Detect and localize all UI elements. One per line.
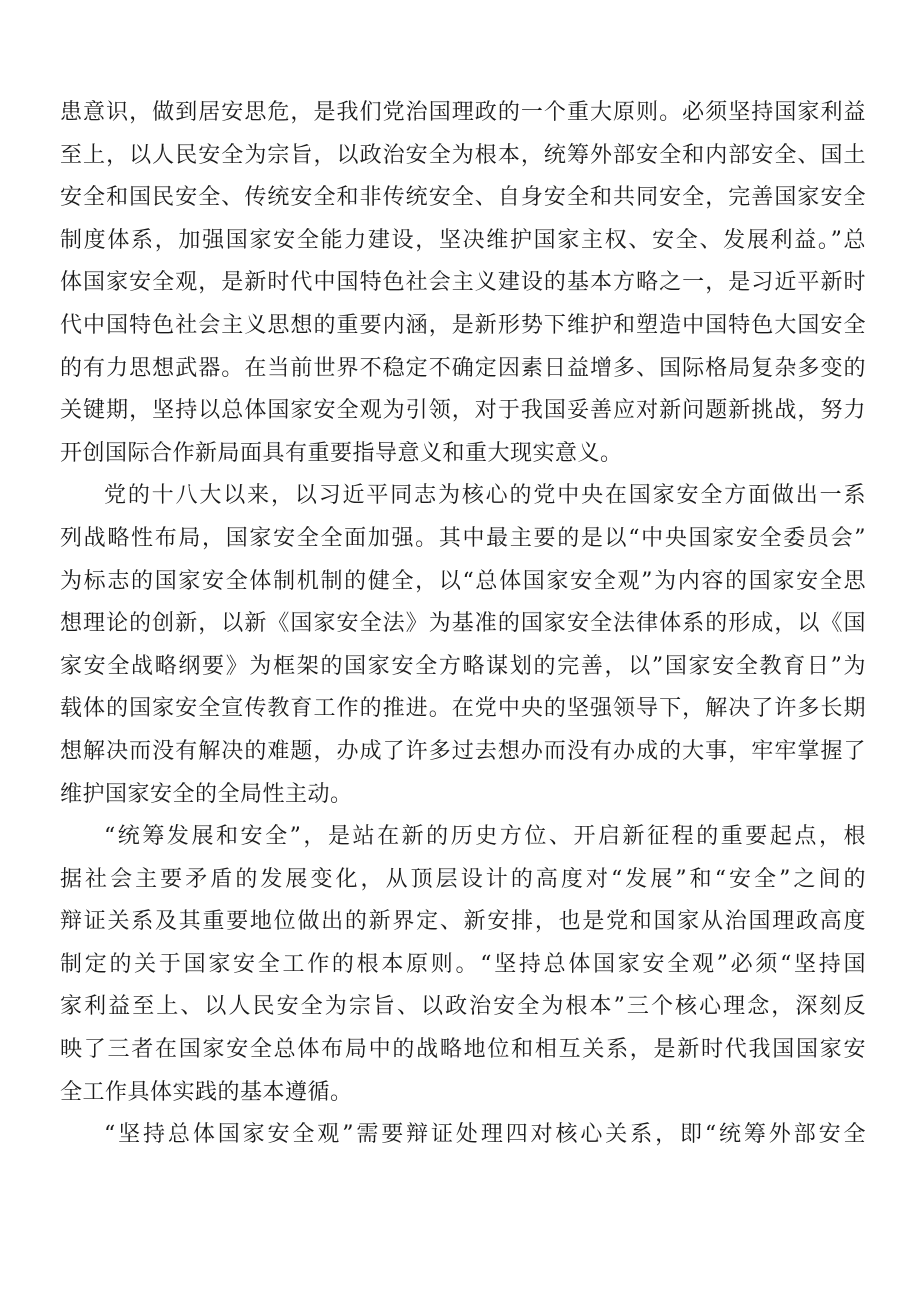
text-line: 维护国家安全的全局性主动。 — [60, 781, 353, 807]
text-line: 开创国际合作新局面具有重要指导意义和重大现实意义。 — [60, 440, 623, 466]
text-line: 为标志的国家安全体制机制的健全，以“总体国家安全观”为内容的国家安全思 — [60, 568, 866, 594]
text-line: 至上，以人民安全为宗旨，以政治安全为根本，统筹外部安全和内部安全、国土 — [60, 142, 866, 168]
text-line: “坚持总体国家安全观”需要辩证处理四对核心关系，即“统筹外部安全 — [104, 1122, 866, 1148]
text-line: “统筹发展和安全”，是站在新的历史方位、开启新征程的重要起点，根 — [104, 824, 866, 850]
text-line: 家利益至上、以人民安全为宗旨、以政治安全为根本”三个核心理念，深刻反 — [60, 994, 866, 1020]
text-line: 载体的国家安全宣传教育工作的推进。在党中央的坚强领导下，解决了许多长期 — [60, 696, 866, 722]
text-line: 映了三者在国家安全总体布局中的战略地位和相互关系，是新时代我国国家安 — [60, 1037, 866, 1063]
paragraph — [60, 475, 866, 816]
text-line: 家安全战略纲要》为框架的国家安全方略谋划的完善，以”国家安全教育日”为 — [60, 653, 866, 679]
text-line: 制定的关于国家安全工作的根本原则。“坚持总体国家安全观”必须“坚持国 — [60, 951, 866, 977]
paragraph — [60, 1114, 866, 1157]
text-line: 患意识，做到居安思危，是我们党治国理政的一个重大原则。必须坚持国家利益 — [60, 100, 866, 125]
text-line: 辩证关系及其重要地位做出的新界定、新安排，也是党和国家从治国理政高度 — [60, 909, 866, 935]
text-line: 的有力思想武器。在当前世界不稳定不确定因素日益增多、国际格局复杂多变的 — [60, 355, 866, 381]
text-line: 据社会主要矛盾的发展变化，从顶层设计的高度对“发展”和“安全”之间的 — [60, 866, 866, 892]
text-line: 安全和国民安全、传统安全和非传统安全、自身安全和共同安全，完善国家安全 — [60, 185, 866, 211]
text-line: 党的十八大以来，以习近平同志为核心的党中央在国家安全方面做出一系 — [104, 483, 866, 509]
text-line: 列战略性布局，国家安全全面加强。其中最主要的是以“中央国家安全委员会” — [60, 525, 866, 551]
paragraph — [60, 92, 866, 475]
document-body — [60, 92, 866, 1157]
text-line: 全工作具体实践的基本遵循。 — [60, 1079, 353, 1105]
paragraph — [60, 816, 866, 1114]
text-line: 体国家安全观，是新时代中国特色社会主义建设的基本方略之一，是习近平新时 — [60, 270, 866, 296]
text-line: 想理论的创新，以新《国家安全法》为基准的国家安全法律体系的形成，以《国 — [60, 611, 866, 637]
text-line: 代中国特色社会主义思想的重要内涵，是新形势下维护和塑造中国特色大国安全 — [60, 312, 866, 338]
text-line: 关键期，坚持以总体国家安全观为引领，对于我国妥善应对新问题新挑战，努力 — [60, 398, 866, 424]
text-line: 想解决而没有解决的难题，办成了许多过去想办而没有办成的大事，牢牢掌握了 — [60, 738, 866, 764]
text-line: 制度体系，加强国家安全能力建设，坚决维护国家主权、安全、发展利益。”总 — [60, 227, 866, 253]
